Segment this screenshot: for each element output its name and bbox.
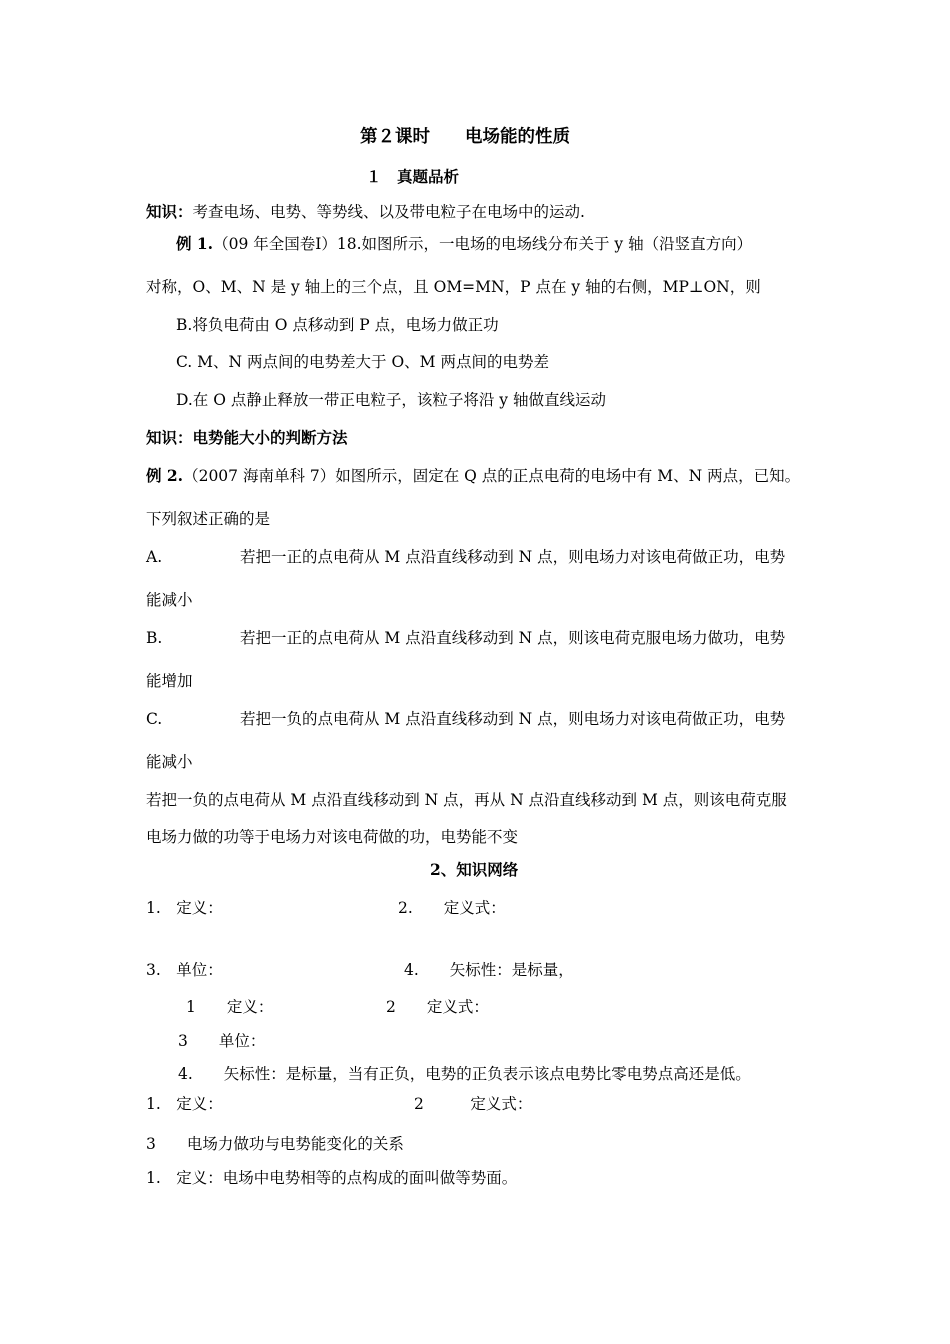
network-item-5: 1 定义： xyxy=(186,998,274,1016)
page-title: 第２课时 电场能的性质 xyxy=(360,127,570,147)
network-item-8: 4. 矢标性：是标量，当有正负，电势的正负表示该点电势比零电势点高还是低。 xyxy=(178,1065,751,1083)
example-1-line xyxy=(176,234,752,254)
example-2-text: （2007 海南单科 7）如图所示，固定在 Q 点的正点电荷的电场中有 M、N 两点，已知。 xyxy=(183,467,801,485)
example-2-line xyxy=(146,466,800,486)
example-1-option-b: B.将负电荷由 O 点移动到 P 点，电场力做正功 xyxy=(176,316,499,334)
option-a-text: 若把一正的点电荷从 M 点沿直线移动到 N 点，则电场力对该电荷做正功，电势 xyxy=(240,548,786,566)
example-1-option-c: C. M、N 两点间的电势差大于 O、M 两点间的电势差 xyxy=(176,353,549,371)
knowledge-text: 考查电场、电势、等势线、以及带电粒子在电场中的运动. xyxy=(192,203,585,221)
option-a-label: A. xyxy=(146,548,163,566)
knowledge-heading-2: 知识：电势能大小的判断方法 xyxy=(146,428,348,447)
example-2-label: 例 2. xyxy=(146,466,184,485)
network-item-10: 2 定义式： xyxy=(414,1095,533,1113)
network-item-4: 4. 矢标性：是标量， xyxy=(404,961,574,979)
option-c-cont: 能减小 xyxy=(146,753,193,771)
knowledge-line-1 xyxy=(146,202,585,222)
example-2-text-cont: 下列叙述正确的是 xyxy=(146,510,271,528)
example-1-label: 例 1. xyxy=(176,234,214,253)
option-b-label: B. xyxy=(146,629,163,647)
option-c-label: C. xyxy=(146,710,163,728)
network-item-6: 2 定义式： xyxy=(386,998,489,1016)
network-item-12: 1. 定义：电场中电势相等的点构成的面叫做等势面。 xyxy=(146,1169,518,1187)
option-b-text: 若把一正的点电荷从 M 点沿直线移动到 N 点，则该电荷克服电场力做功，电势 xyxy=(240,629,786,647)
option-b-cont: 能增加 xyxy=(146,672,193,690)
network-item-9: 1. 定义： xyxy=(146,1095,223,1113)
network-item-7: 3 单位： xyxy=(178,1032,266,1050)
option-c-text: 若把一负的点电荷从 M 点沿直线移动到 N 点，则电场力对该电荷做正功，电势 xyxy=(240,710,786,728)
example-1-text: （09 年全国卷Ⅰ）18.如图所示，一电场的电场线分布关于 y 轴（沿竖直方向） xyxy=(213,235,753,253)
option-d-text: 若把一负的点电荷从 M 点沿直线移动到 N 点，再从 N 点沿直线移动到 M 点，则该电荷克服 xyxy=(146,791,787,809)
network-item-1: 1. 定义： xyxy=(146,899,223,917)
example-1-text-cont: 对称，O、M、N 是 y 轴上的三个点，且 OM=MN，P 点在 y 轴的右侧，MP⊥ON，则 xyxy=(146,278,761,296)
option-d-cont: 电场力做的功等于电场力对该电荷做的功，电势能不变 xyxy=(146,828,519,846)
network-item-3: 3. 单位： xyxy=(146,961,223,979)
section-heading-2: 2、知识网络 xyxy=(430,860,519,879)
knowledge-label: 知识： xyxy=(146,202,193,221)
example-1-option-d: D.在 O 点静止释放一带正电粒子，该粒子将沿 y 轴做直线运动 xyxy=(176,391,606,409)
option-a-cont: 能减小 xyxy=(146,591,193,609)
network-item-11: 3 电场力做功与电势能变化的关系 xyxy=(146,1135,404,1153)
network-item-2: 2. 定义式： xyxy=(398,899,506,917)
section-heading-1: １ 真题品析 xyxy=(366,167,460,186)
